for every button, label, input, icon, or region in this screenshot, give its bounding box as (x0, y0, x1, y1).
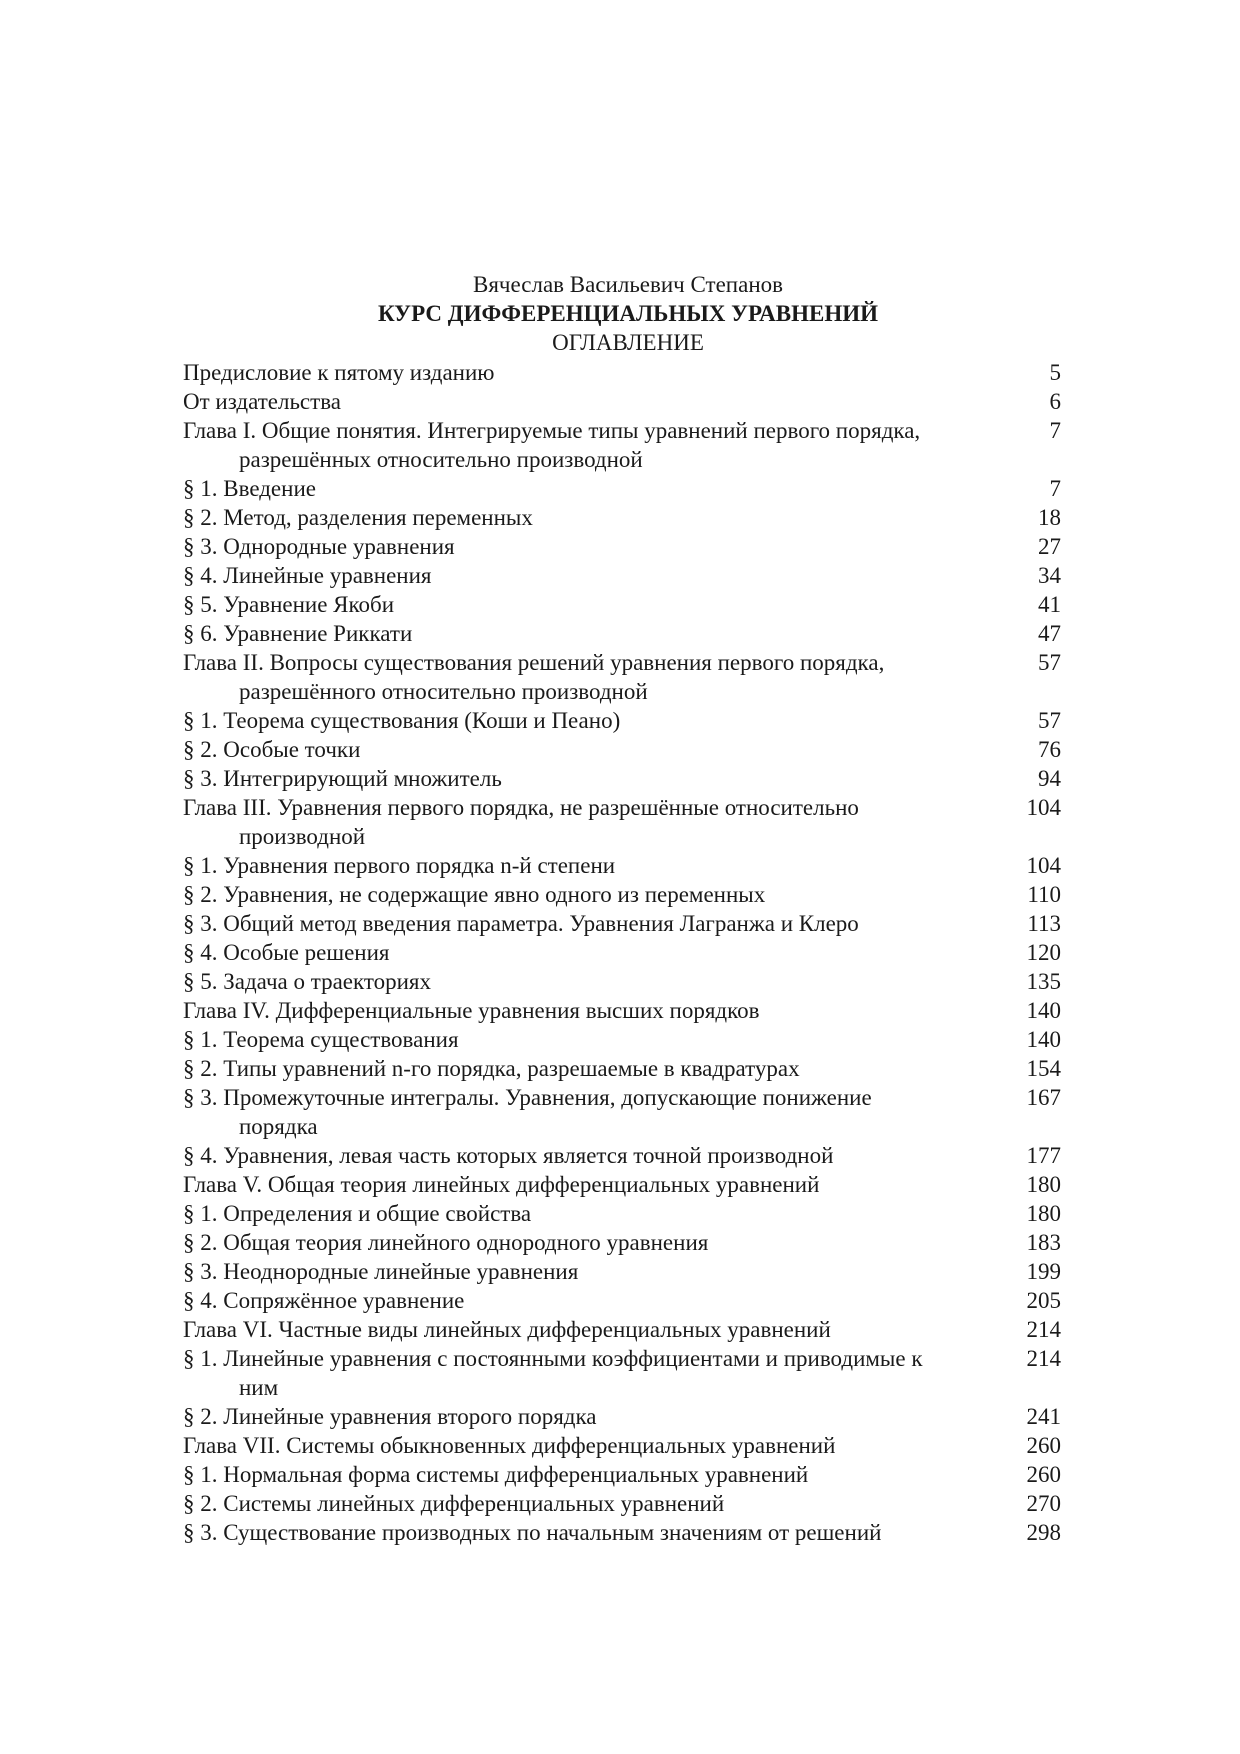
toc-entry (183, 1460, 1073, 1489)
toc-entry-title (183, 561, 1001, 590)
toc-entry-title (183, 706, 1001, 735)
toc-entry-title (183, 1228, 1001, 1257)
toc-entry (183, 1170, 1073, 1199)
toc-entry-title (183, 1257, 1001, 1286)
toc-entry (183, 1518, 1073, 1547)
toc-entry-title-text: § 1. Линейные уравнения с постоянными коэффициентами и приводимые к (183, 1346, 923, 1371)
toc-entry-title (183, 1402, 1001, 1431)
toc-entry-page-number: 113 (1027, 911, 1061, 936)
toc-entry (183, 1315, 1073, 1344)
toc-entry-title-text: Глава IV. Дифференциальные уравнения высших порядков (183, 998, 760, 1023)
toc-entry-title (183, 1054, 1001, 1083)
toc-entry-page-number: 135 (1026, 969, 1061, 994)
toc-entry-title-text: § 2. Метод, разделения переменных (183, 505, 533, 530)
toc-entry-title (183, 880, 1001, 909)
toc-entry (183, 358, 1073, 387)
toc-entry-title (183, 1518, 1001, 1547)
toc-entry (183, 387, 1073, 416)
toc-entry-title (183, 1460, 1001, 1489)
toc-entry-page-number: 260 (1026, 1462, 1061, 1487)
toc-entry-title (183, 1170, 1001, 1199)
toc-entry (183, 532, 1073, 561)
toc-entry-title-text: § 3. Промежуточные интегралы. Уравнения, допускающие понижение (183, 1085, 872, 1110)
toc-entry (183, 590, 1073, 619)
toc-entry (183, 1228, 1073, 1257)
toc-entry (183, 706, 1073, 735)
toc-entry-title-text: § 1. Теорема существования (Коши и Пеано) (183, 708, 621, 733)
toc-entry-title-text: § 2. Линейные уравнения второго порядка (183, 1404, 597, 1429)
toc-entry (183, 764, 1073, 793)
toc-entry (183, 735, 1073, 764)
toc-entry-title-text: § 5. Задача о траекториях (183, 969, 432, 994)
toc-entry-title-text: § 2. Типы уравнений n-го порядка, разрешаемые в квадратурах (183, 1056, 800, 1081)
toc-entry-page-number: 270 (1026, 1491, 1061, 1516)
toc-entry-page-number: 47 (1038, 621, 1061, 646)
toc-entry-title (183, 1344, 1001, 1402)
toc-entry (183, 648, 1073, 706)
toc-entry-title-continuation: ним (239, 1375, 279, 1400)
toc-entry-page-number: 214 (1026, 1317, 1061, 1342)
toc-entry-title-text: От издательства (183, 389, 341, 414)
toc-entry-title (183, 1489, 1001, 1518)
toc-entry-title (183, 764, 1001, 793)
toc-entry-title (183, 735, 1001, 764)
toc-entry-page-number: 199 (1026, 1259, 1061, 1284)
toc-entry-title-text: § 3. Существование производных по начальным значениям от решений (183, 1520, 882, 1545)
toc-entry-title-text: § 3. Однородные уравнения (183, 534, 455, 559)
toc-entry-title-text: § 4. Уравнения, левая часть которых является точной производной (183, 1143, 834, 1168)
toc-entry-title-text: Глава III. Уравнения первого порядка, не разрешённые относительно (183, 795, 859, 820)
toc-entry-page-number: 205 (1026, 1288, 1061, 1313)
toc-entry-page-number: 27 (1038, 534, 1061, 559)
toc-entry-title (183, 619, 1001, 648)
toc-entry-title (183, 967, 1001, 996)
toc-entry-title-text: § 3. Общий метод введения параметра. Уравнения Лагранжа и Клеро (183, 911, 859, 936)
toc-entry (183, 909, 1073, 938)
toc-entry (183, 1402, 1073, 1431)
toc-entry-title-text: Глава II. Вопросы существования решений уравнения первого порядка, (183, 650, 885, 675)
toc-entry (183, 1083, 1073, 1141)
toc-entry (183, 619, 1073, 648)
toc-entry-title (183, 590, 1001, 619)
toc-entry-page-number: 76 (1038, 737, 1061, 762)
toc-entry-title (183, 1315, 1001, 1344)
toc-entry-title-text: § 3. Неоднородные линейные уравнения (183, 1259, 579, 1284)
toc-entry-page-number: 104 (1026, 853, 1061, 878)
toc-entry-page-number: 140 (1026, 998, 1061, 1023)
toc-entry-page-number: 57 (1038, 650, 1061, 675)
toc-entry-page-number: 177 (1026, 1143, 1061, 1168)
toc-entry-title (183, 474, 1001, 503)
toc-entry-title-text: § 6. Уравнение Риккати (183, 621, 413, 646)
toc-entry-title-text: § 4. Сопряжённое уравнение (183, 1288, 465, 1313)
toc-entry (183, 1286, 1073, 1315)
toc-entry-title (183, 938, 1001, 967)
toc-entry-title-text: § 1. Определения и общие свойства (183, 1201, 532, 1226)
toc-entry-page-number: 214 (1026, 1346, 1061, 1371)
table-of-contents (183, 358, 1073, 1547)
toc-entry-title-text: § 2. Уравнения, не содержащие явно одного из переменных (183, 882, 766, 907)
toc-entry (183, 503, 1073, 532)
toc-entry-title (183, 1141, 1001, 1170)
toc-entry-title-text: § 4. Особые решения (183, 940, 390, 965)
toc-entry-page-number: 154 (1026, 1056, 1061, 1081)
toc-entry-title-text: § 1. Введение (183, 476, 316, 501)
toc-entry (183, 1257, 1073, 1286)
toc-entry-title-continuation: производной (239, 824, 366, 849)
toc-entry-title (183, 1286, 1001, 1315)
toc-entry-title-continuation: разрешённых относительно производной (239, 447, 643, 472)
toc-entry-page-number: 110 (1027, 882, 1061, 907)
toc-entry-title (183, 358, 1001, 387)
toc-entry-title-text: § 3. Интегрирующий множитель (183, 766, 502, 791)
toc-entry-page-number: 183 (1026, 1230, 1061, 1255)
toc-entry-title-continuation: разрешённого относительно производной (239, 679, 648, 704)
toc-entry-page-number: 7 (1049, 418, 1061, 443)
toc-entry-page-number: 7 (1049, 476, 1061, 501)
toc-entry-page-number: 34 (1038, 563, 1061, 588)
toc-entry-title-text: Глава V. Общая теория линейных дифференциальных уравнений (183, 1172, 820, 1197)
toc-entry-title (183, 1199, 1001, 1228)
toc-entry-page-number: 41 (1038, 592, 1061, 617)
toc-entry (183, 880, 1073, 909)
toc-entry (183, 474, 1073, 503)
toc-entry-title (183, 996, 1001, 1025)
toc-entry-page-number: 298 (1026, 1520, 1061, 1545)
toc-entry-page-number: 241 (1026, 1404, 1061, 1429)
toc-entry (183, 416, 1073, 474)
toc-entry (183, 793, 1073, 851)
toc-entry-title (183, 503, 1001, 532)
toc-entry-page-number: 120 (1026, 940, 1061, 965)
toc-entry-title-text: § 5. Уравнение Якоби (183, 592, 395, 617)
toc-entry-page-number: 18 (1038, 505, 1061, 530)
toc-entry-page-number: 5 (1049, 360, 1061, 385)
toc-entry (183, 1199, 1073, 1228)
toc-entry-title-text: § 2. Особые точки (183, 737, 361, 762)
toc-entry (183, 1431, 1073, 1460)
toc-entry-title-text: § 2. Системы линейных дифференциальных уравнений (183, 1491, 725, 1516)
toc-entry-title (183, 793, 1001, 851)
toc-entry-title-text: Глава VII. Системы обыкновенных дифференциальных уравнений (183, 1433, 836, 1458)
toc-entry (183, 1141, 1073, 1170)
toc-entry-page-number: 140 (1026, 1027, 1061, 1052)
toc-entry-title-text: § 2. Общая теория линейного однородного уравнения (183, 1230, 709, 1255)
toc-entry-page-number: 260 (1026, 1433, 1061, 1458)
toc-entry (183, 561, 1073, 590)
toc-entry (183, 1344, 1073, 1402)
book-title: КУРС ДИФФЕРЕНЦИАЛЬНЫХ УРАВНЕНИЙ (377, 301, 879, 326)
toc-entry (183, 1054, 1073, 1083)
toc-entry (183, 851, 1073, 880)
toc-entry-title (183, 851, 1001, 880)
toc-entry (183, 1489, 1073, 1518)
toc-entry-page-number: 94 (1038, 766, 1061, 791)
toc-entry-page-number: 167 (1026, 1085, 1061, 1110)
toc-entry-title (183, 648, 1001, 706)
toc-entry-title-text: § 1. Нормальная форма системы дифференциальных уравнений (183, 1462, 809, 1487)
toc-entry-title-text: Предисловие к пятому изданию (183, 360, 495, 385)
toc-entry-title (183, 909, 1001, 938)
toc-entry (183, 938, 1073, 967)
document-page (183, 270, 1073, 1547)
toc-entry-title-text: § 1. Уравнения первого порядка n-й степени (183, 853, 616, 878)
toc-entry-page-number: 180 (1026, 1172, 1061, 1197)
toc-entry-title (183, 416, 1001, 474)
toc-entry-title (183, 532, 1001, 561)
toc-entry-page-number: 6 (1049, 389, 1061, 414)
toc-entry-title-text: § 4. Линейные уравнения (183, 563, 432, 588)
toc-entry-page-number: 104 (1026, 795, 1061, 820)
toc-entry-title-continuation: порядка (239, 1114, 318, 1139)
toc-heading: ОГЛАВЛЕНИЕ (552, 330, 704, 355)
toc-entry-page-number: 57 (1038, 708, 1061, 733)
toc-entry-title-text: § 1. Теорема существования (183, 1027, 459, 1052)
toc-entry-title-text: Глава VI. Частные виды линейных дифференциальных уравнений (183, 1317, 831, 1342)
toc-entry (183, 996, 1073, 1025)
author-name: Вячеслав Васильевич Степанов (473, 272, 783, 297)
toc-entry-title (183, 1431, 1001, 1460)
toc-entry-title (183, 387, 1001, 416)
toc-entry (183, 1025, 1073, 1054)
toc-entry-page-number: 180 (1026, 1201, 1061, 1226)
toc-entry-title (183, 1083, 1001, 1141)
toc-entry-title (183, 1025, 1001, 1054)
toc-entry (183, 967, 1073, 996)
toc-entry-title-text: Глава I. Общие понятия. Интегрируемые типы уравнений первого порядка, (183, 418, 921, 443)
